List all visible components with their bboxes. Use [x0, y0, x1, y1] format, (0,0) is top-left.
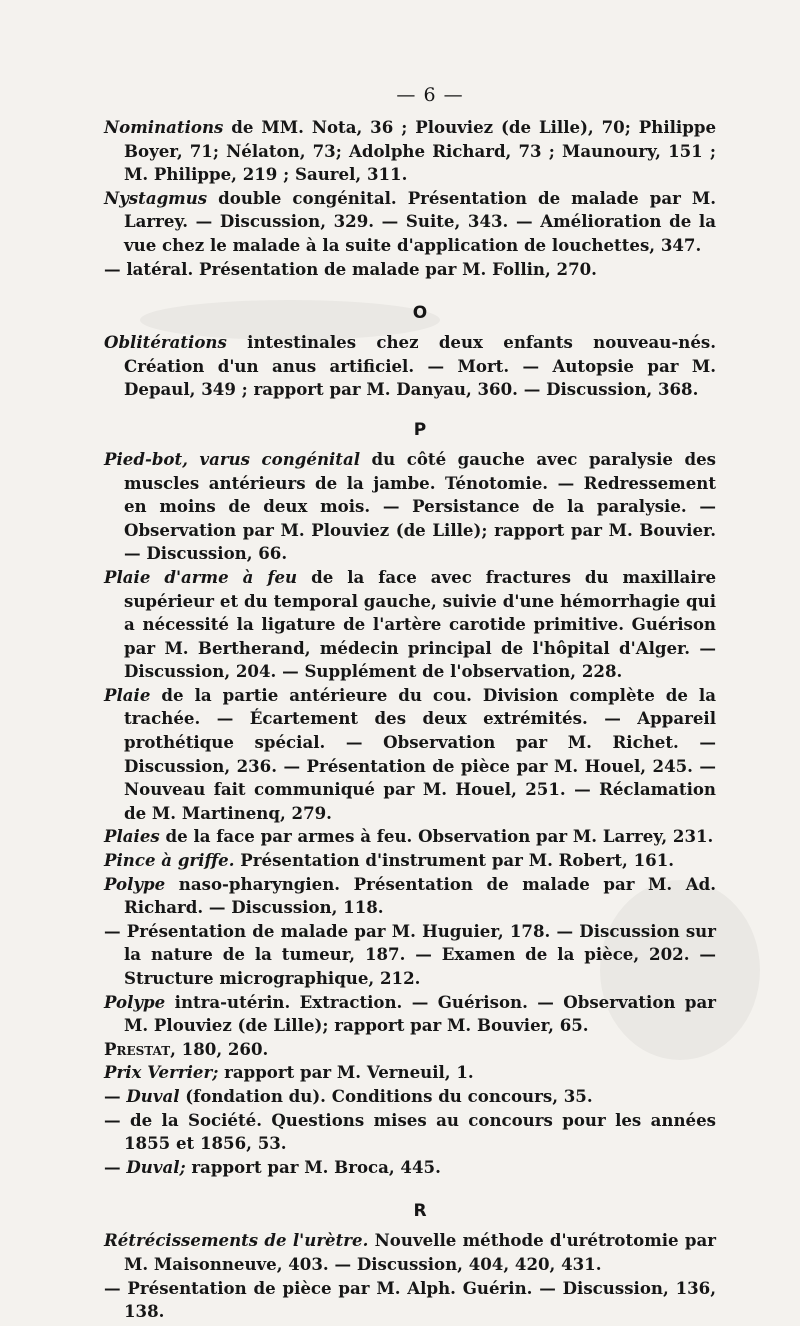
entry-heading: Plaies: [104, 826, 160, 847]
section-letter-o: O: [412, 303, 428, 324]
entry-heading: Polype: [104, 991, 166, 1012]
index-entry: [104, 258, 716, 282]
index-entry: [104, 684, 716, 826]
entry-heading: Nominations: [104, 117, 224, 137]
entry-text: de la face par armes à feu. Observation par M. Larrey, 231.: [159, 826, 714, 847]
index-entry: [104, 1277, 716, 1324]
entry-heading: Oblitérations: [104, 332, 227, 353]
entry-heading: Polype: [104, 873, 166, 894]
index-entry: [104, 991, 716, 1038]
entry-text: Nouvelle méthode d'urétrotomie par M. Maisonneuve, 403. — Discussion, 404, 420, 431.: [124, 1230, 716, 1274]
index-entry: [104, 873, 716, 920]
section-n: [104, 116, 716, 281]
entry-text: de MM. Nota, 36 ; Plouviez (de Lille), 70; Philippe Boyer, 71; Nélaton, 73; Adolphe Richard, 73 ; Maunoury, 151 ; M. Philippe, 219 ; Saurel, 311.: [124, 117, 716, 185]
entry-text: rapport par M. Broca, 445.: [185, 1156, 441, 1177]
entry-text: (fondation du). Conditions du concours, 35.: [179, 1085, 593, 1106]
page-number: — 6 —: [396, 84, 464, 106]
entry-text: — Présentation de pièce par M. Alph. Guérin. — Discussion, 136, 138.: [104, 1277, 716, 1322]
index-entry: [104, 1061, 716, 1085]
index-entry: [104, 920, 716, 991]
entry-text: rapport par M. Verneuil, 1.: [218, 1062, 474, 1083]
index-entry: [104, 566, 716, 684]
entry-heading: Nystagmus: [104, 187, 208, 208]
index-entry: [104, 331, 716, 402]
entry-heading: Pied-bot, varus congénital: [104, 448, 361, 469]
section-r: [104, 1229, 716, 1323]
index-entry: [104, 116, 716, 187]
entry-heading: Pince à griffe.: [104, 850, 235, 871]
entry-heading: Duval: [126, 1085, 180, 1106]
index-entry: [104, 448, 716, 566]
entry-text: — Présentation de malade par M. Huguier, 178. — Discussion sur la nature de la tumeur, 187. — Examen de la pièce, 202. — Structure micrographique, 212.: [104, 920, 716, 988]
index-entry: — Duval; rapport par M. Broca, 445.: [104, 1156, 441, 1177]
entry-heading: Rétrécissements de l'urètre.: [104, 1230, 369, 1251]
entry-text: double congénital. Présentation de malade par M. Larrey. — Discussion, 329. — Suite, 343. — Amélioration de la vue chez le malade à la suite d'application de louchettes, 347.: [124, 187, 716, 255]
index-entry: [104, 187, 716, 258]
index-entry: [104, 825, 716, 849]
index-entry: [104, 849, 716, 873]
section-letter-p: P: [413, 419, 427, 440]
entry-text: Présentation d'instrument par M. Robert, 161.: [234, 850, 675, 871]
entry-text: naso-pharyngien. Présentation de malade par M. Ad. Richard. — Discussion, 118.: [124, 873, 716, 918]
entry-heading: Duval;: [126, 1156, 186, 1177]
entry-heading: Prix Verrier;: [104, 1062, 219, 1083]
entry-text: de la partie antérieure du cou. Division complète de la trachée. — Écartement des deux extrémités. — Appareil prothétique spécial. — Observation par M. Richet. — Discussion, 236. — Présentation de pièce par M. Houel, 245. — Nouveau fait communiqué par M. Houel, 251. — Réclamation de M. Martinenq, 279.: [124, 684, 716, 823]
entry-text: intestinales chez deux enfants nouveau-nés. Création d'un anus artificiel. — Mort. — Autopsie par M. Depaul, 349 ; rapport par M. Danyau, 360. — Discussion, 368.: [124, 332, 716, 400]
entry-heading: Plaie d'arme à feu: [104, 566, 298, 587]
entry-text: de la face avec fractures du maxillaire supérieur et du temporal gauche, suivie d'une hémorrhagie qui a nécessité la ligature de l'artère carotide primitive. Guérison par M. Bertherand, médecin principal de l'hôpital d'Alger. — Discussion, 204. — Supplément de l'observation, 228.: [124, 566, 716, 682]
index-entry: [104, 1038, 716, 1062]
entry-text: , 180, 260.: [170, 1038, 269, 1059]
index-entry: [104, 1229, 716, 1276]
section-letter-r: R: [413, 1201, 427, 1222]
entry-name: Prestat: [104, 1038, 171, 1059]
index-entry: — Duval (fondation du). Conditions du concours, 35.: [104, 1085, 593, 1106]
entry-text: intra-utérin. Extraction. — Guérison. — Observation par M. Plouviez (de Lille); rapport par M. Bouvier, 65.: [124, 991, 716, 1036]
entry-text: — de la Société. Questions mises au concours pour les années 1855 et 1856, 53.: [104, 1109, 716, 1154]
section-p: [104, 448, 716, 1179]
section-o: [104, 331, 716, 402]
entry-text: — latéral. Présentation de malade par M. Follin, 270.: [104, 258, 597, 279]
index-entry: [104, 1109, 716, 1156]
entry-heading: Plaie: [104, 684, 151, 705]
entry-text: du côté gauche avec paralysie des muscles antérieurs de la jambe. Ténotomie. — Redressement en moins de deux mois. — Persistance de la paralysie. — Observation par M. Plouviez (de Lille); rapport par M. Bouvier. — Discussion, 66.: [124, 448, 716, 564]
